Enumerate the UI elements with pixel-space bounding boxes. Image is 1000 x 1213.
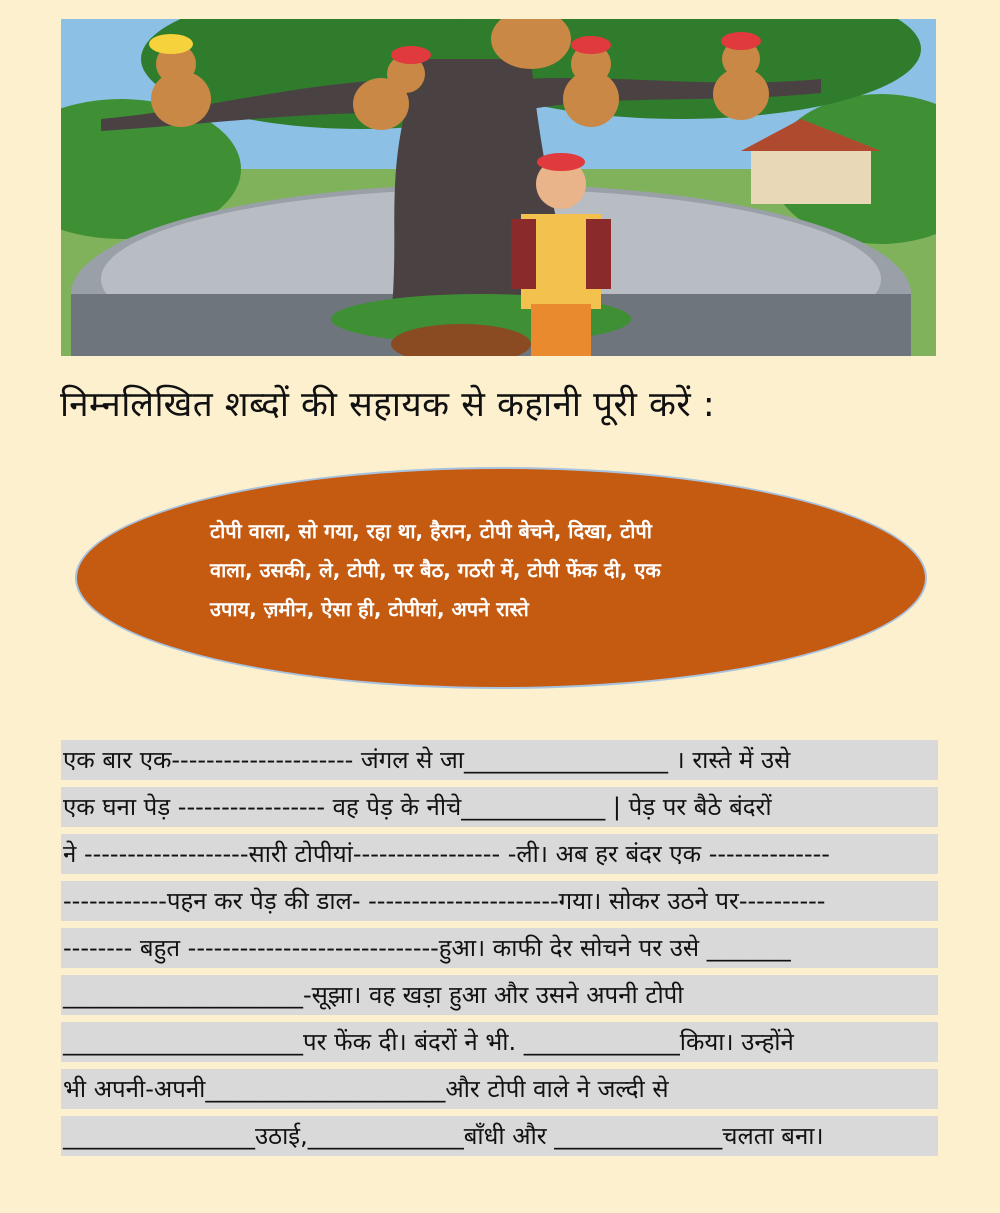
story-illustration: [61, 19, 936, 356]
story-line-7: ____________________पर फेंक दी। बंदरों ने भी. _____________किया। उन्होंने: [61, 1022, 938, 1062]
word-bank: [210, 512, 790, 629]
word-bank-line: टोपी वाला, सो गया, रहा था, हैरान, टोपी बेचने, दिखा, टोपी: [210, 519, 652, 543]
story-line-9: ________________उठाई,_____________बाँधी और ______________चलता बना।: [61, 1116, 938, 1156]
story-line-1: एक बार एक--------------------- जंगल से जा_________________ । रास्ते में उसे: [61, 740, 938, 780]
story-line-4: ------------पहन कर पेड़ की डाल- ----------------------गया। सोकर उठने पर----------: [61, 881, 938, 921]
word-bank-line: उपाय, ज़मीन, ऐसा ही, टोपीयां, अपने रास्ते: [210, 597, 529, 621]
story-line-8: भी अपनी-अपनी____________________और टोपी वाले ने जल्दी से: [61, 1069, 938, 1109]
story-line-3: ने -------------------सारी टोपीयां----------------- -ली। अब हर बंदर एक --------------: [61, 834, 938, 874]
story-line-5: -------- बहुत -----------------------------हुआ। काफी देर सोचने पर उसे _______: [61, 928, 938, 968]
instruction-heading: निम्नलिखित शब्दों की सहायक से कहानी पूरी करें :: [60, 385, 716, 425]
story-line-6: ____________________-सूझा। वह खड़ा हुआ और उसने अपनी टोपी: [61, 975, 938, 1015]
word-bank-line: वाला, उसकी, ले, टोपी, पर बैठ, गठरी में, टोपी फेंक दी, एक: [210, 558, 661, 582]
story-passage: [61, 740, 938, 1163]
story-line-2: एक घना पेड़ ----------------- वह पेड़ के नीचे____________ | पेड़ पर बैठे बंदरों: [61, 787, 938, 827]
monkeys-cap-seller-illustration: [61, 19, 936, 356]
